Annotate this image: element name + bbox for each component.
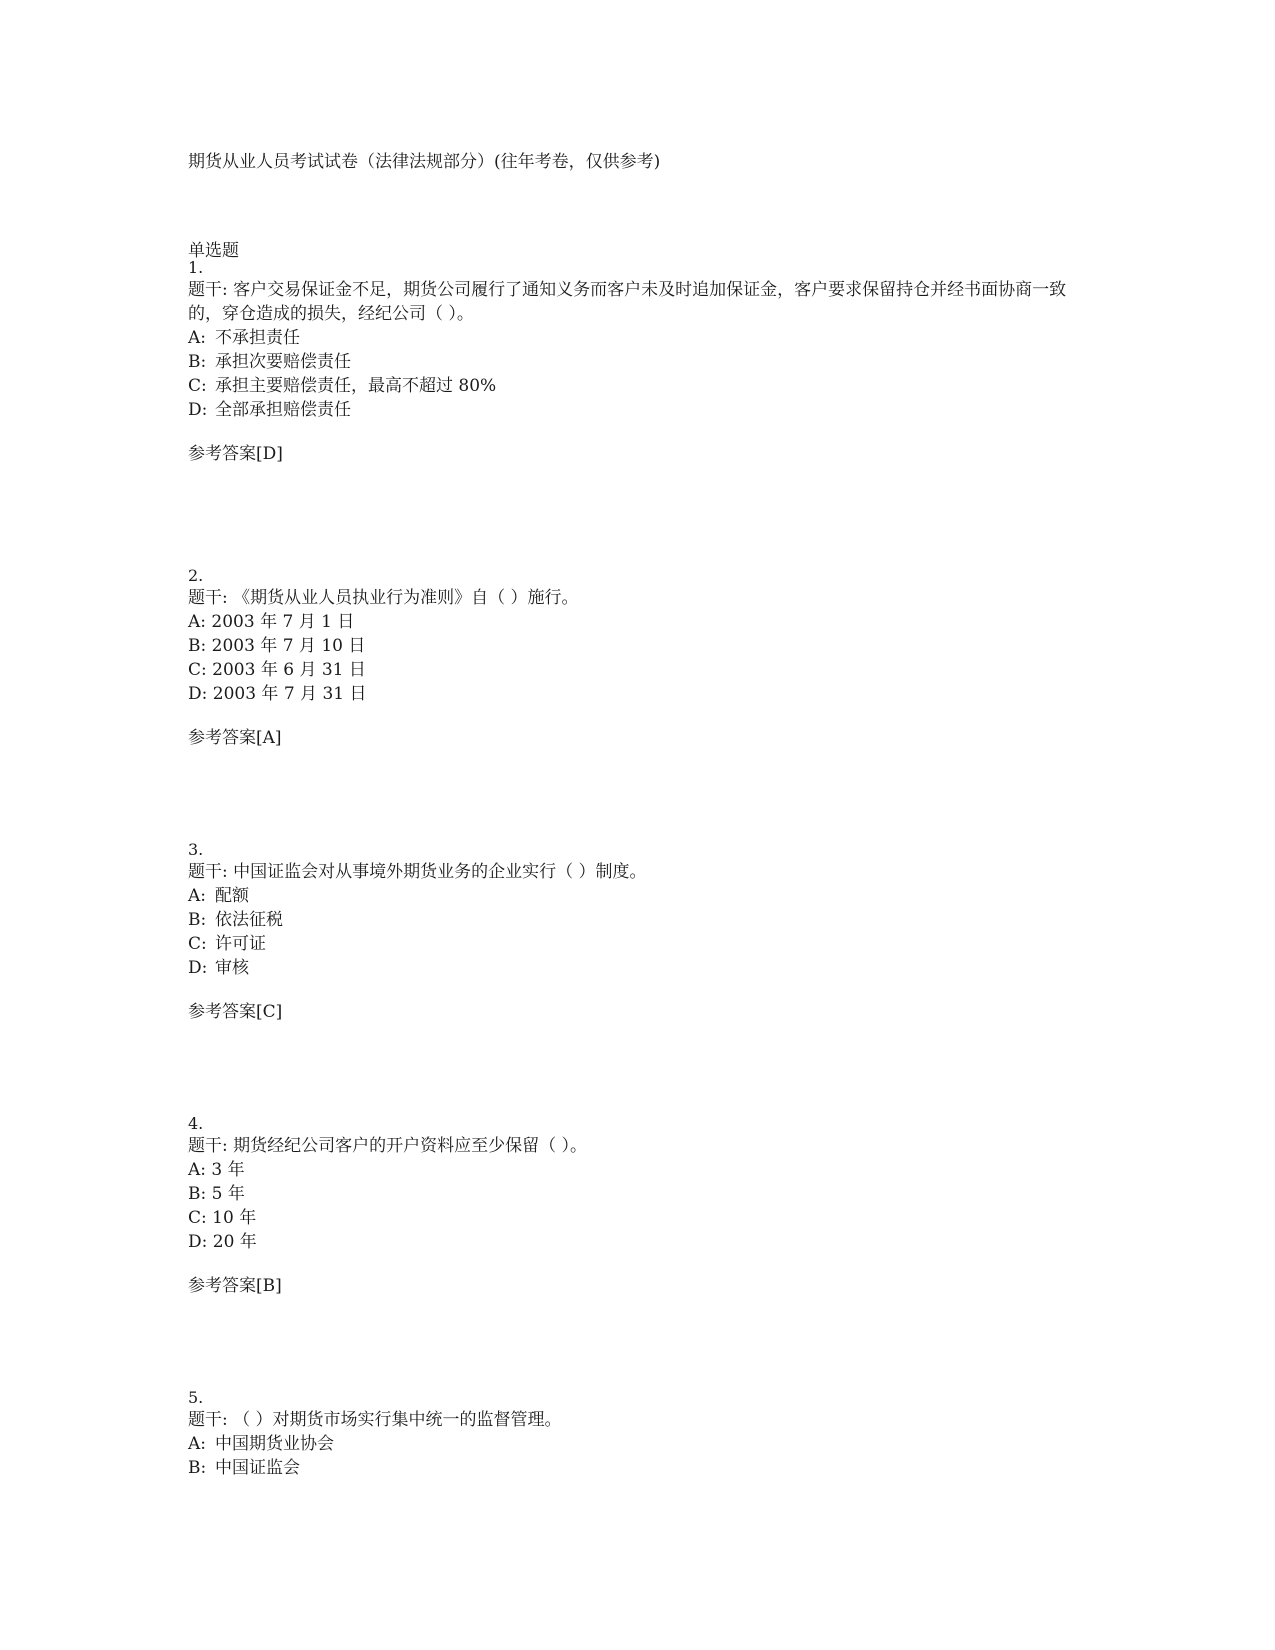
option-letter: B: <box>188 1458 207 1478</box>
option-c <box>188 658 1088 682</box>
option-letter: C: <box>188 1208 207 1228</box>
option-text: 5 年 <box>211 1184 245 1204</box>
document-title: 期货从业人员考试试卷（法律法规部分）(往年考卷，仅供参考) <box>188 152 661 172</box>
option-b <box>188 634 1088 658</box>
option-b <box>188 1182 1088 1206</box>
option-text: 10 年 <box>212 1208 257 1228</box>
question-1 <box>188 258 1088 466</box>
question-3 <box>188 840 1088 1024</box>
option-b <box>188 350 1088 374</box>
option-text: 2003 年 7 月 1 日 <box>211 612 355 632</box>
option-text: 承担主要赔偿责任，最高不超过 80% <box>215 376 497 396</box>
question-number: 1. <box>188 258 204 277</box>
option-letter: A: <box>188 328 207 348</box>
option-letter: D: <box>188 958 208 978</box>
option-text: 中国证监会 <box>215 1458 300 1478</box>
answer-key: 参考答案[C] <box>188 1002 283 1022</box>
option-letter: C: <box>188 934 207 954</box>
option-text: 承担次要赔偿责任 <box>215 352 351 372</box>
option-text: 3 年 <box>211 1160 245 1180</box>
answer-key: 参考答案[D] <box>188 444 283 464</box>
option-letter: D: <box>188 1232 208 1252</box>
option-letter: A: <box>188 1160 207 1180</box>
option-letter: D: <box>188 684 208 704</box>
option-a <box>188 326 1088 350</box>
option-letter: B: <box>188 352 207 372</box>
option-b <box>188 908 1088 932</box>
option-letter: B: <box>188 1184 207 1204</box>
option-letter: A: <box>188 886 207 906</box>
option-letter: C: <box>188 376 207 396</box>
option-text: 中国期货业协会 <box>215 1434 334 1454</box>
question-number: 3. <box>188 840 204 859</box>
option-c <box>188 932 1088 956</box>
option-text: 2003 年 7 月 10 日 <box>211 636 366 656</box>
section-heading: 单选题 <box>188 241 239 261</box>
option-d <box>188 398 1088 422</box>
question-4 <box>188 1114 1088 1298</box>
option-a <box>188 610 1088 634</box>
question-stem: 题干: 《期货从业人员执业行为准则》自（ ）施行。 <box>188 588 579 608</box>
question-2 <box>188 566 1088 750</box>
question-number: 2. <box>188 566 204 585</box>
option-letter: D: <box>188 400 208 420</box>
option-d <box>188 956 1088 980</box>
option-letter: B: <box>188 910 207 930</box>
option-a <box>188 1432 1088 1456</box>
option-text: 依法征税 <box>215 910 283 930</box>
answer-key: 参考答案[B] <box>188 1276 282 1296</box>
question-5 <box>188 1388 1088 1480</box>
option-text: 审核 <box>215 958 249 978</box>
option-d <box>188 1230 1088 1254</box>
option-letter: A: <box>188 612 207 632</box>
option-text: 20 年 <box>212 1232 257 1252</box>
option-text: 全部承担赔偿责任 <box>215 400 351 420</box>
option-text: 2003 年 7 月 31 日 <box>212 684 367 704</box>
option-a <box>188 884 1088 908</box>
option-letter: B: <box>188 636 207 656</box>
option-text: 配额 <box>215 886 249 906</box>
question-stem: 题干: 中国证监会对从事境外期货业务的企业实行（ ）制度。 <box>188 862 647 882</box>
option-letter: A: <box>188 1434 207 1454</box>
answer-key: 参考答案[A] <box>188 728 282 748</box>
question-stem: 题干: （ ）对期货市场实行集中统一的监督管理。 <box>188 1410 562 1430</box>
question-stem: 题干: 期货经纪公司客户的开户资料应至少保留（ ）。 <box>188 1136 588 1156</box>
question-number: 4. <box>188 1114 204 1133</box>
option-text: 2003 年 6 月 31 日 <box>212 660 366 680</box>
option-c <box>188 374 1088 398</box>
question-number: 5. <box>188 1388 204 1407</box>
option-a <box>188 1158 1088 1182</box>
option-c <box>188 1206 1088 1230</box>
option-letter: C: <box>188 660 207 680</box>
question-stem: 题干: 客户交易保证金不足，期货公司履行了通知义务而客户未及时追加保证金，客户要求保留持仓并经书面协商一致的，穿仓造成的损失，经纪公司（ ）。 <box>188 280 1067 324</box>
option-b <box>188 1456 1088 1480</box>
option-text: 不承担责任 <box>215 328 300 348</box>
option-text: 许可证 <box>215 934 266 954</box>
option-d <box>188 682 1088 706</box>
